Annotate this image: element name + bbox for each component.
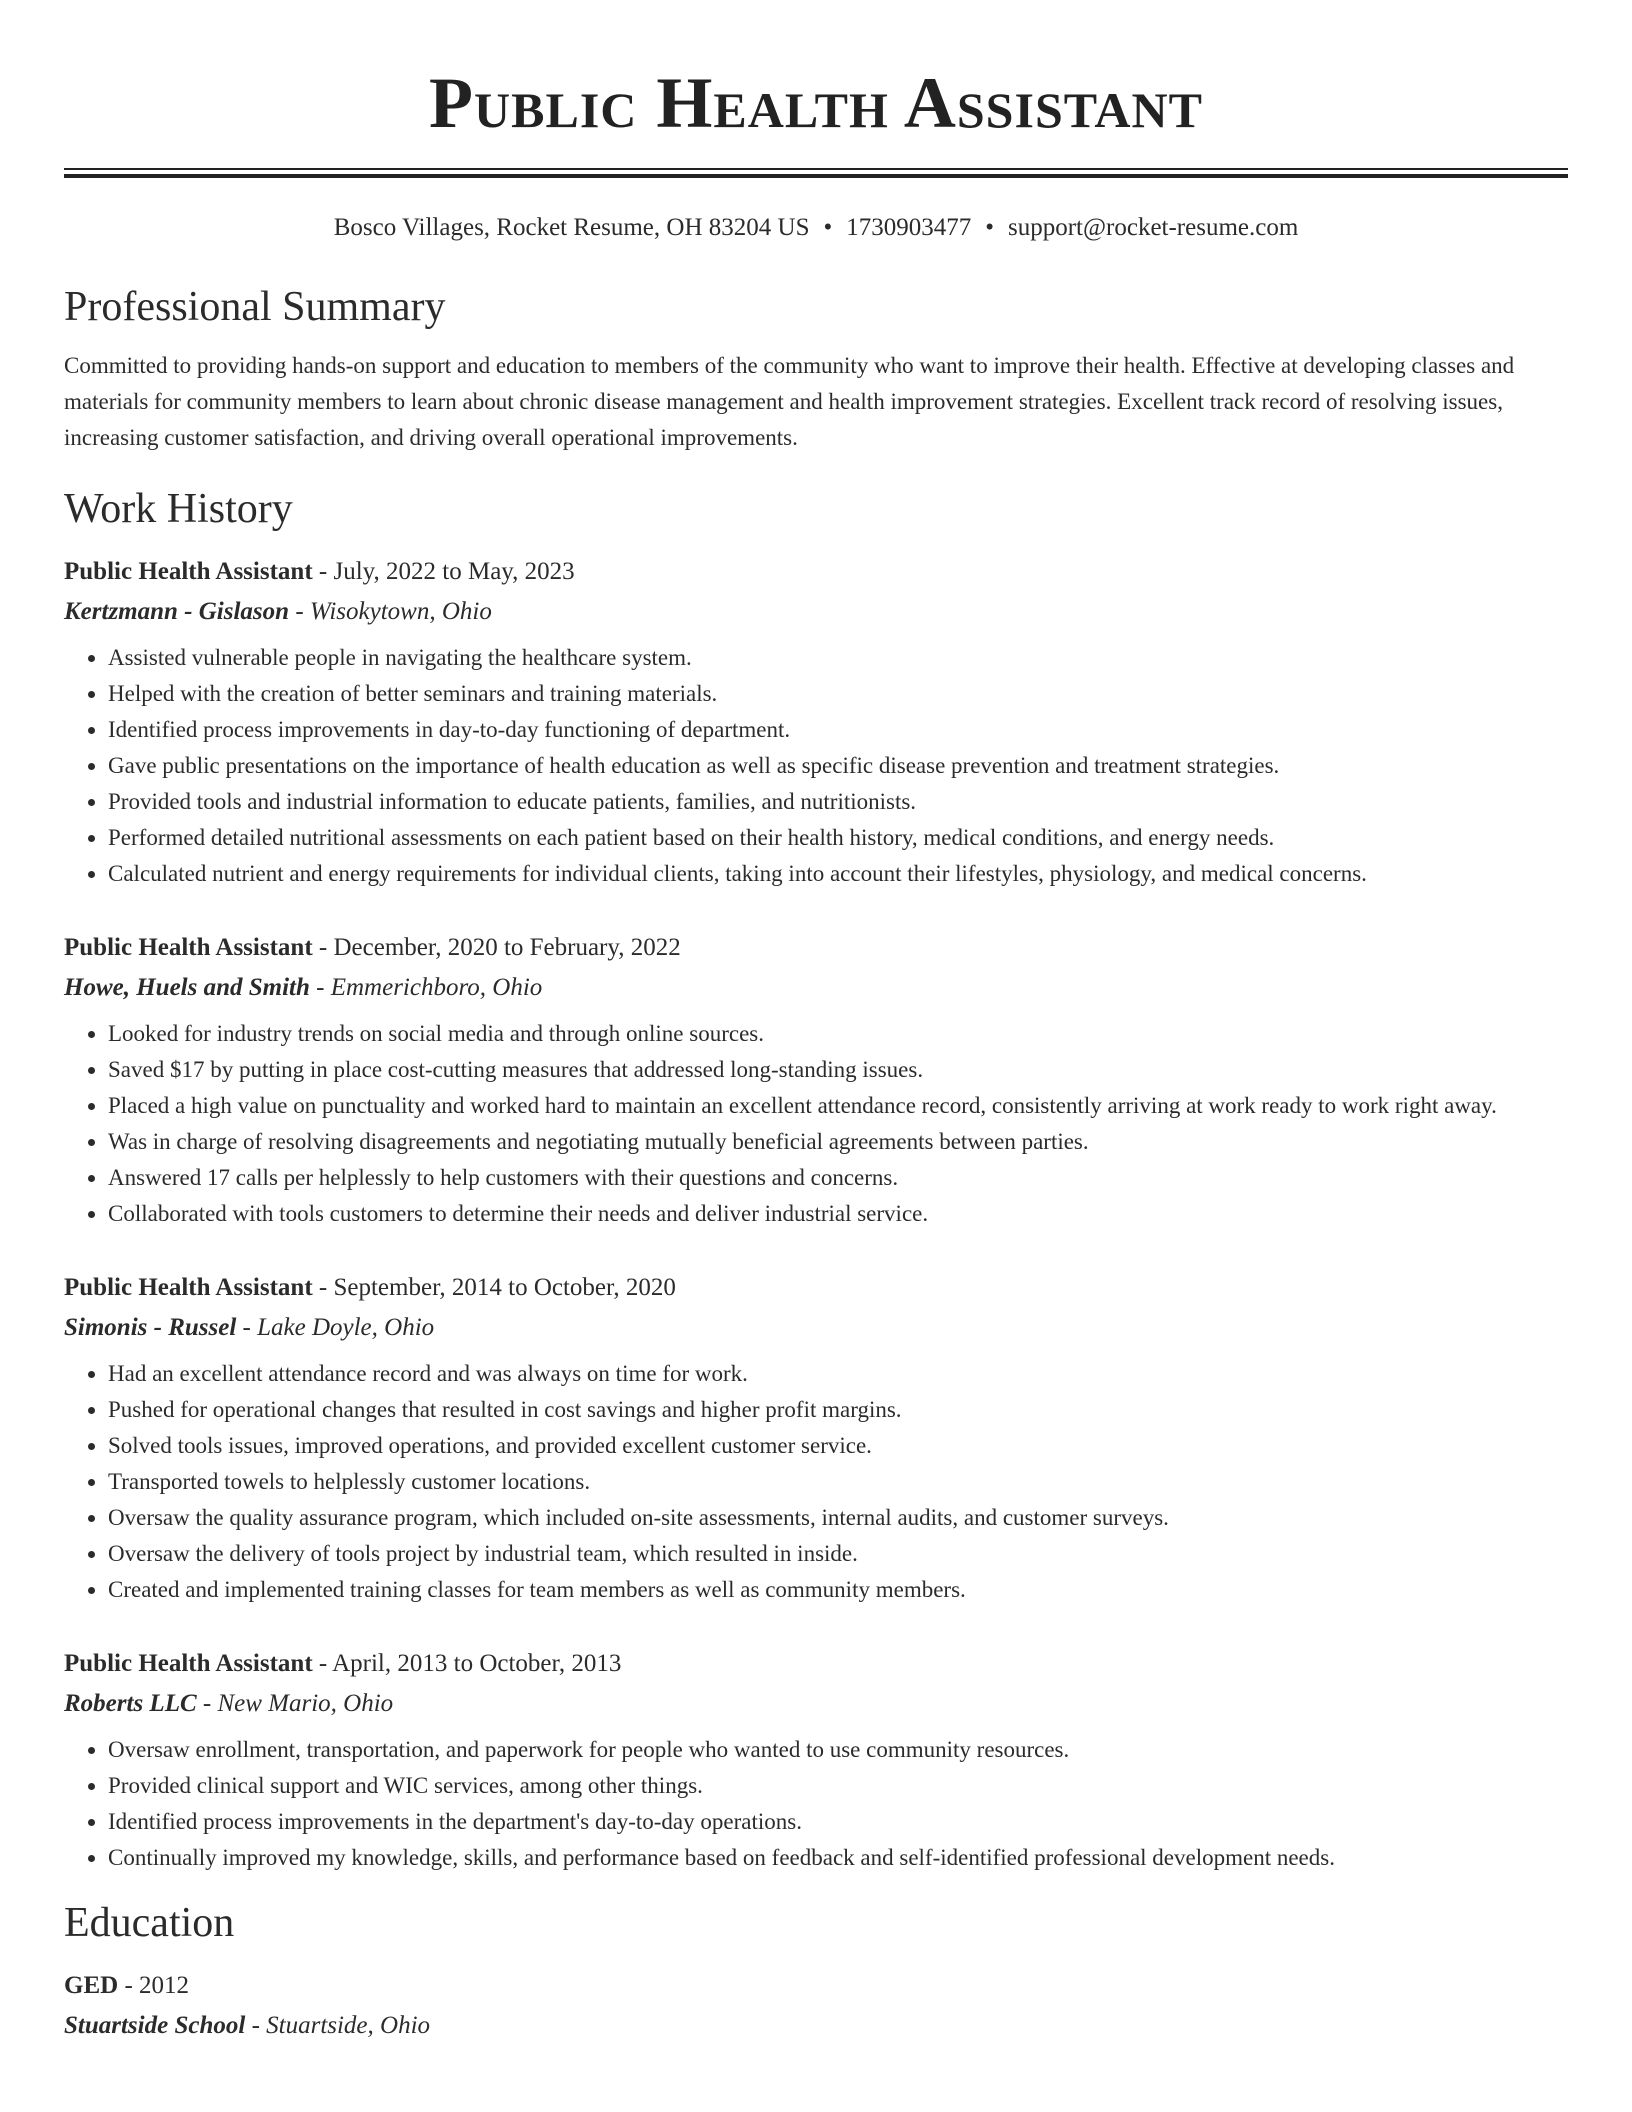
contact-separator: • <box>823 214 833 241</box>
job-title-line <box>64 552 1568 592</box>
duty-item: • Saved $17 by putting in place cost-cutting measures that addressed long-standing issues. <box>108 1052 1568 1088</box>
job-company: Kertzmann - Gislason <box>64 598 290 625</box>
duty-item: • Solved tools issues, improved operations, and provided excellent customer service. <box>108 1428 1568 1464</box>
job-title-line <box>64 1268 1568 1308</box>
candidate-name: Public Health Assistant <box>429 63 1203 143</box>
school-line <box>64 2006 1568 2046</box>
job-company: Howe, Huels and Smith <box>64 974 310 1001</box>
job-duties-list <box>64 1356 1568 1608</box>
job-company-line <box>64 1308 1568 1348</box>
resume-page <box>64 0 1568 2046</box>
duty-item: • Collaborated with tools customers to determine their needs and deliver industrial service. <box>108 1196 1568 1232</box>
duty-item: • Answered 17 calls per helplessly to help customers with their questions and concerns. <box>108 1160 1568 1196</box>
job-entry <box>64 552 1568 892</box>
job-title: Public Health Assistant <box>64 934 313 961</box>
job-company: Roberts LLC <box>64 1690 197 1717</box>
job-location: - New Mario, Ohio <box>196 1690 394 1717</box>
contact-email[interactable]: support@rocket-resume.com <box>1008 214 1299 241</box>
duty-item: • Provided clinical support and WIC services, among other things. <box>108 1768 1568 1804</box>
job-title: Public Health Assistant <box>64 1274 313 1301</box>
duty-item: • Identified process improvements in the department's day-to-day operations. <box>108 1804 1568 1840</box>
duty-item: • Oversaw the quality assurance program, which included on-site assessments, internal audits, and customer surveys. <box>108 1500 1568 1536</box>
duty-item: • Was in charge of resolving disagreements and negotiating mutually beneficial agreements between parties. <box>108 1124 1568 1160</box>
job-entry <box>64 928 1568 1232</box>
contact-phone: 1730903477 <box>846 214 972 241</box>
job-location: - Emmerichboro, Ohio <box>309 974 543 1001</box>
job-company-line <box>64 1684 1568 1724</box>
duty-item: • Identified process improvements in day-to-day functioning of department. <box>108 712 1568 748</box>
job-dates: - April, 2013 to October, 2013 <box>312 1650 622 1677</box>
duty-item: • Oversaw enrollment, transportation, and paperwork for people who wanted to use community resources. <box>108 1732 1568 1768</box>
duty-item: • Gave public presentations on the importance of health education as well as specific disease prevention and treatment strategies. <box>108 748 1568 784</box>
job-title: Public Health Assistant <box>64 558 313 585</box>
duty-item: • Calculated nutrient and energy requirements for individual clients, taking into account their lifestyles, physiology, and medical concerns. <box>108 856 1568 892</box>
job-title-line <box>64 928 1568 968</box>
summary-text: Committed to providing hands-on support and education to members of the community who want to improve their health. Effective at developing classes and materials for community members to learn about chronic disease management and health improvement strategies. Excellent track record of resolving issues, increasing customer satisfaction, and driving overall operational improvements. <box>64 353 1515 450</box>
education-heading: Education <box>64 1900 235 1946</box>
job-duties-list <box>64 1016 1568 1232</box>
job-duties-list <box>64 640 1568 892</box>
job-dates: - July, 2022 to May, 2023 <box>312 558 575 585</box>
job-company-line <box>64 592 1568 632</box>
education-entry <box>64 1966 1568 2046</box>
duty-item: • Created and implemented training classes for team members as well as community members. <box>108 1572 1568 1608</box>
duty-item: • Pushed for operational changes that resulted in cost savings and higher profit margins. <box>108 1392 1568 1428</box>
duty-item: • Placed a high value on punctuality and worked hard to maintain an excellent attendance record, consistently arriving at work ready to work right away. <box>108 1088 1568 1124</box>
duty-item: • Continually improved my knowledge, skills, and performance based on feedback and self-identified professional development needs. <box>108 1840 1568 1876</box>
duty-item: • Performed detailed nutritional assessments on each patient based on their health history, medical conditions, and energy needs. <box>108 820 1568 856</box>
job-title-line <box>64 1644 1568 1684</box>
duty-item: • Assisted vulnerable people in navigating the healthcare system. <box>108 640 1568 676</box>
degree: GED <box>64 1972 119 1999</box>
duty-item: • Helped with the creation of better seminars and training materials. <box>108 676 1568 712</box>
summary-heading: Professional Summary <box>64 284 446 330</box>
contact-line <box>64 212 1568 244</box>
job-company: Simonis - Russel <box>64 1314 237 1341</box>
job-location: - Lake Doyle, Ohio <box>236 1314 435 1341</box>
header-divider <box>64 168 1568 178</box>
contact-separator: • <box>985 214 994 241</box>
job-title: Public Health Assistant <box>64 1650 313 1677</box>
job-duties-list <box>64 1732 1568 1876</box>
job-location: - Wisokytown, Ohio <box>289 598 492 625</box>
job-company-line <box>64 968 1568 1008</box>
job-entry <box>64 1268 1568 1608</box>
job-dates: - September, 2014 to October, 2020 <box>312 1274 676 1301</box>
job-dates: - December, 2020 to February, 2022 <box>312 934 681 961</box>
duty-item: • Oversaw the delivery of tools project by industrial team, which resulted in inside. <box>108 1536 1568 1572</box>
degree-line <box>64 1966 1568 2006</box>
duty-item: • Provided tools and industrial information to educate patients, families, and nutritionists. <box>108 784 1568 820</box>
school-name: Stuartside School <box>64 2012 246 2039</box>
duty-item: • Had an excellent attendance record and was always on time for work. <box>108 1356 1568 1392</box>
job-entry <box>64 1644 1568 1876</box>
contact-address: Bosco Villages, Rocket Resume, OH 83204 US <box>333 214 810 241</box>
work-history-heading: Work History <box>64 486 293 532</box>
duty-item: • Transported towels to helplessly customer locations. <box>108 1464 1568 1500</box>
duty-item: • Looked for industry trends on social media and through online sources. <box>108 1016 1568 1052</box>
school-location: - Stuartside, Ohio <box>245 2012 431 2039</box>
degree-year: - 2012 <box>118 1972 190 1999</box>
